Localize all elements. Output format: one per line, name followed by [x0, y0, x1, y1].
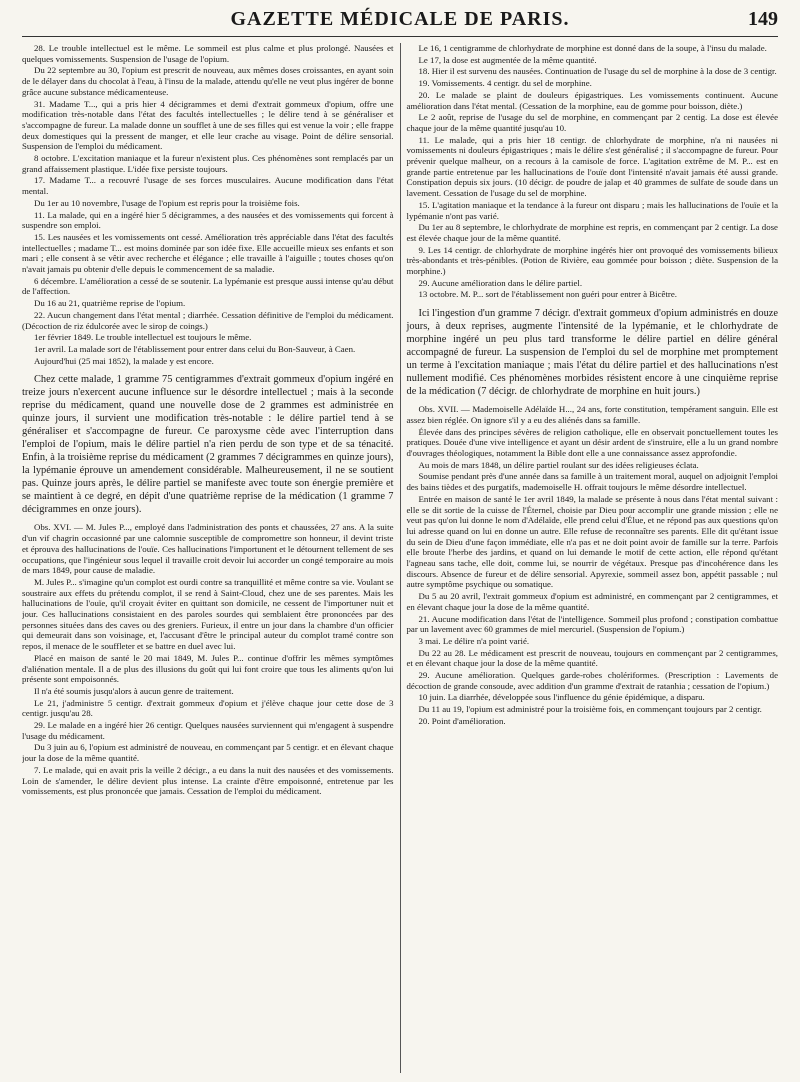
- commentary-paragraph: Ici l'ingestion d'un gramme 7 décigr. d'extrait gommeux d'opium administrés en douze jours, à deux reprises, augmente l'intensité de la lypémanie, et le chlorhydrate de morphine ingéré un peu plus tard transforme le délire partiel en délire général accompagné de fureur. La suspension de l'emploi du sel de morphine met promptement un terme à l'excitation maniaque ; mais l'état du délire partiel et des hallucinations n'est nullement modifié. Ces phénomènes morbides résistent encore à une cinquième reprise de la médication (7 décigr. de chlorhydrate de morphine en huit jours.): [406, 308, 778, 398]
- case-paragraph: 29. Le malade en a ingéré hier 26 centigr. Quelques nausées surviennent qui m'engagent à suspendre l'usage du médicament.: [22, 720, 394, 741]
- case-paragraph: Le 21, j'administre 5 centigr. d'extrait gommeux d'opium et j'élève chaque jour cette dose de 3 centigr. jusqu'au 28.: [22, 697, 394, 719]
- commentary-paragraph: Chez cette malade, 1 gramme 75 centigrammes d'extrait gommeux d'opium ingéré en treize jours n'exercent aucune influence sur le désordre intellectuel ; mais à la seconde reprise du médicament, quand une nouvelle dose de 2 grammes est administrée en quinze jours, il survient une modification très-notable : le délire partiel tend à se généraliser et s'accompagne de fureur. Ce paroxysme cède avec l'interruption dans l'emploi de l'opium, mais le délire partiel n'a rien perdu de son type et de sa ténacité. Enfin, à la troisième reprise du médicament (2 grammes 7 décigrammes en quinze jours), la lypémanie éprouve un amendement considérable. Malheureusement, il ne se soutient pas. Quinze jours après, le délire partiel se manifeste avec toute son énergie première et se maintient à ce degré, en dépit d'une quatrième reprise de la médication (1 gramme 7 décigrammes en onze jours).: [22, 374, 394, 516]
- case-paragraph: 29. Aucune amélioration. Quelques garde-robes cholériformes. (Prescription : Lavements de décoction de grande consoude, avec addition d'un gramme d'extrait de ratanhia ; cessation de l'opium.): [406, 670, 778, 691]
- case-paragraph: 21. Aucune modification dans l'état de l'intelligence. Sommeil plus profond ; constipation combattue par un lavement avec 60 grammes de miel mercuriel. (Suspension de l'opium.): [406, 613, 778, 635]
- case-paragraph: Du 5 au 20 avril, l'extrait gommeux d'opium est administré, en commençant par 2 centigrammes, et en élevant chaque jour la dose de la même quantité.: [406, 591, 778, 612]
- case-paragraph: 7. Le malade, qui en avait pris la veille 2 décigr., a eu dans la nuit des nausées et des vomissements. Loin de s'amender, le délire devient plus intense. La crainte d'être empoisonné, entretenue par les vomissements, est plus prononcée que jamais. Cessation de l'emploi du médicament.: [22, 764, 394, 797]
- case-paragraph: Au mois de mars 1848, un délire partiel roulant sur des idées religieuses éclata.: [418, 459, 699, 470]
- case-paragraph: 1er février 1849. Le trouble intellectuel est toujours le même.: [34, 332, 252, 343]
- case-paragraph: 31. Madame T..., qui a pris hier 4 décigrammes et demi d'extrait gommeux d'opium, offre une modification très-notable dans l'état des facultés intellectuelles ; le délire tend à se généraliser et s'accompagne de fureur. La malade donne un soufflet à une de ses filles qui est venue la voir ; elle frappe deux domestiques qui la pressent de manger, et elle leur crache au visage. Point de délire sensorial. Suspension de l'emploi du médicament.: [22, 98, 394, 152]
- case-paragraph: Du 22 septembre au 30, l'opium est prescrit de nouveau, aux mêmes doses croissantes, en ayant soin de le délayer dans du chocolat à l'eau, à l'insu de la malade, attendu qu'elle ne veut plus ingérer de bonne grâce aucune substance médicamenteuse.: [22, 65, 394, 97]
- case-paragraph: Obs. XVI. — M. Jules P..., employé dans l'administration des ponts et chaussées, 27 ans. A la suite d'un vif chagrin occasionné par une calomnie susceptible de compromettre son honneur, il devint triste et éprouva des hallucinations de l'ouïe. Ces hallucinations l'importunent et le détournent tellement de ses occupations, que l'ingénieur sous lequel il travaille croit devoir lui accorder un congé temporaire au mois de mars 1849, pour cause de maladie.: [22, 522, 394, 576]
- page-number: 149: [748, 8, 778, 30]
- case-paragraph: 29. Aucune amélioration dans le délire partiel.: [418, 277, 583, 288]
- text-columns: [22, 43, 778, 1073]
- case-paragraph: 18. Hier il est survenu des nausées. Continuation de l'usage du sel de morphine à la dose de 3 centigr.: [418, 66, 777, 77]
- case-paragraph: 13 octobre. M. P... sort de l'établissement non guéri pour entrer à Bicêtre.: [418, 289, 677, 300]
- case-paragraph: Du 1er au 10 novembre, l'usage de l'opium est repris pour la troisième fois.: [34, 197, 300, 208]
- case-paragraph: Du 11 au 19, l'opium est administré pour la troisième fois, en commençant toujours par 2 centigr.: [418, 704, 762, 715]
- case-paragraph: Il n'a été soumis jusqu'alors à aucun genre de traitement.: [34, 685, 234, 696]
- case-paragraph: 15. L'agitation maniaque et la tendance à la fureur ont disparu ; mais les hallucinations de l'ouïe et la lypémanie n'ont pas varié.: [406, 199, 778, 221]
- case-paragraph: 20. Point d'amélioration.: [418, 715, 506, 726]
- case-paragraph: 20. Le malade se plaint de douleurs épigastriques. Les vomissements continuent. Aucune amélioration dans l'état mental. (Cessation de la morphine, eau de gomme pour boisson, diète.): [406, 89, 778, 111]
- left-column: [22, 43, 400, 1073]
- case-paragraph: Le 2 août, reprise de l'usage du sel de morphine, en commençant par 2 centig. La dose est élevée chaque jour de la même quantité jusqu'au 10.: [406, 112, 778, 133]
- case-paragraph: 15. Les nausées et les vomissements ont cessé. Amélioration très appréciable dans l'état des facultés intellectuelles ; madame T... est moins dominée par son idée fixe. Elle accueille mieux ses enfants et son mari ; elle consent à se vêtir avec recherche et élégance ; elle travaille à l'aiguille ; toutes choses qu'on n'avait jamais pu obtenir d'elle depuis le commencement de sa maladie.: [22, 231, 394, 275]
- case-paragraph: 11. La malade, qui en a ingéré hier 5 décigrammes, a des nausées et des vomissements qui forcent à suspendre son emploi.: [22, 209, 394, 231]
- case-paragraph: M. Jules P... s'imagine qu'un complot est ourdi contre sa tranquillité et même contre sa vie. Voulant se soustraire aux effets du prétendu complot, il se rend à Saint-Cloud, chez une de ses parentes. Mais les hallucinations de l'ouïe, qu'il croyait éviter en quittant son domicile, ne cessent de l'importuner nuit et jour. Ces hallucinations consistaient en des paroles sourdes qui semblaient être prononcées par des personnes situées dans des caves ou des greniers. Furieux, il entre un jour dans la chambre d'un officier qui demeurait dans son voisinage, et, l'accusant d'être le principal auteur du complot tramé contre son repos, il menace de le souffleter et se battre en duel avec lui.: [22, 576, 394, 652]
- case-paragraph: 9. Les 14 centigr. de chlorhydrate de morphine ingérés hier ont provoqué des vomissements bilieux très-abondants et très-pénibles. (Potion de Rivière, eau gommée pour boisson ; diète. Suspension de la morphine.): [406, 244, 778, 277]
- case-paragraph: Le 16, 1 centigramme de chlorhydrate de morphine est donné dans de la soupe, à l'insu du malade.: [418, 43, 767, 53]
- case-paragraph: 1er avril. La malade sort de l'établissement pour entrer dans celui du Bon-Sauveur, à Caen.: [34, 343, 356, 354]
- case-paragraph: 28. Le trouble intellectuel est le même. Le sommeil est plus calme et plus prolongé. Nausées et quelques vomissements. Suspension de l'usage de l'opium.: [22, 43, 394, 64]
- case-paragraph: Obs. XVII. — Mademoiselle Adélaïde H..., 24 ans, forte constitution, tempérament sanguin. Elle est assez bien réglée. On ignore s'il y a eu des aliénés dans sa famille.: [406, 404, 778, 425]
- case-paragraph: 22. Aucun changement dans l'état mental ; diarrhée. Cessation définitive de l'emploi du médicament. (Décoction de riz édulcorée avec le sirop de coings.): [22, 309, 394, 331]
- case-paragraph: 10 juin. La diarrhée, développée sous l'influence du génie épidémique, a disparu.: [418, 692, 705, 703]
- case-paragraph: Entrée en maison de santé le 1er avril 1849, la malade se présente à nous dans l'état mental suivant : elle se dit sortie de la cuisse de l'Éternel, choisie par Dieu pour accomplir une grande mission ; elle ne veut pas qu'on lui donne le nom d'Adélaïde, elle prend celui d'Élue, et ne répond pas aux questions qu'on lui adresse quand on lui en donne un autre. Elle refuse de reconnaître ses parents. Elle dit qu'étant issue du sein de Dieu d'une façon immédiate, elle n'a pas et ne doit point avoir de famille sur la terre. Parfois elle broute l'herbe des jardins, et quand on lui demande le motif de cette action, elle répond qu'étant l'agneau sans tache, elle doit, comme lui, se nourrir de végétaux. Presque pas d'incohérence dans les discours. Absence de fureur et de délire sensorial. Apyrexie, sommeil assez bon, appétit passable ; nul autre symptôme psychique ou somatique.: [406, 493, 778, 590]
- case-paragraph: Aujourd'hui (25 mai 1852), la malade y est encore.: [34, 355, 214, 366]
- case-paragraph: Placé en maison de santé le 20 mai 1849, M. Jules P... continue d'offrir les mêmes symptômes d'aliénation mentale. Il a de plus des illusions du goût qui lui font croire que tous les aliments qu'on lui présente sont empoisonnés.: [22, 652, 394, 685]
- page-title: GAZETTE MÉDICALE DE PARIS.: [230, 8, 570, 30]
- case-paragraph: 8 octobre. L'excitation maniaque et la fureur n'existent plus. Ces phénomènes sont remplacés par un grand affaissement plastique. L'idée fixe persiste toujours.: [22, 153, 394, 174]
- case-paragraph: Soumise pendant près d'une année dans sa famille à un traitement moral, auquel on adjoignit l'emploi des bains tièdes et des purgatifs, mademoiselle H. offrait toujours le même désordre intellectuel.: [406, 471, 778, 493]
- case-paragraph: Du 1er au 8 septembre, le chlorhydrate de morphine est repris, en commençant par 2 centigr. La dose est élevée chaque jour de la même quantité.: [406, 222, 778, 243]
- case-paragraph: Du 22 au 28. Le médicament est prescrit de nouveau, toujours en commençant par 2 centigrammes, et en élevant chaque jour la dose de la même quantité.: [406, 647, 778, 669]
- page-header: [22, 8, 778, 37]
- case-paragraph: 3 mai. Le délire n'a point varié.: [418, 635, 530, 646]
- case-paragraph: 17. Madame T... a recouvré l'usage de ses forces musculaires. Aucune modification dans l'état mental.: [22, 175, 394, 197]
- case-paragraph: 19. Vomissements. 4 centigr. du sel de morphine.: [418, 78, 592, 89]
- case-paragraph: Du 16 au 21, quatrième reprise de l'opium.: [34, 298, 186, 309]
- case-paragraph: Le 17, la dose est augmentée de la même quantité.: [418, 54, 597, 65]
- case-paragraph: Du 3 juin au 6, l'opium est administré de nouveau, en commençant par 5 centigr. et en élevant chaque jour la dose de la même quantité.: [22, 742, 394, 764]
- right-column: [400, 43, 779, 1073]
- case-paragraph: 11. Le malade, qui a pris hier 18 centigr. de chlorhydrate de morphine, n'a ni nausées ni vomissements ni douleurs épigastriques ; mais le délire s'est généralisé ; il s'accompagne de fureur. Pour prévenir quelque malheur, on a recours à la camisole de force. L'agitation extrême de M. P... est en grande partie entretenue par les hallucinations de l'ouïe dont l'intensité n'avait jamais été aussi grande. Constipation depuis six jours. (10 décigr. de poudre de jalap et 40 grammes de sulfate de soude dans un lavement. Cessation de l'usage du sel de morphine.: [406, 134, 778, 199]
- case-paragraph: Élevée dans des principes sévères de religion catholique, elle en observait ponctuellement toutes les pratiques. Douée d'une vive intelligence et ayant un désir ardent de s'instruire, elle a lu un grand nombre d'ouvrages théologiques, notamment la Bible dont elle a une connaissance assez approfondie.: [406, 426, 778, 458]
- case-paragraph: 6 décembre. L'amélioration a cessé de se soutenir. La lypémanie est presque aussi intense qu'au début de l'affection.: [22, 275, 394, 297]
